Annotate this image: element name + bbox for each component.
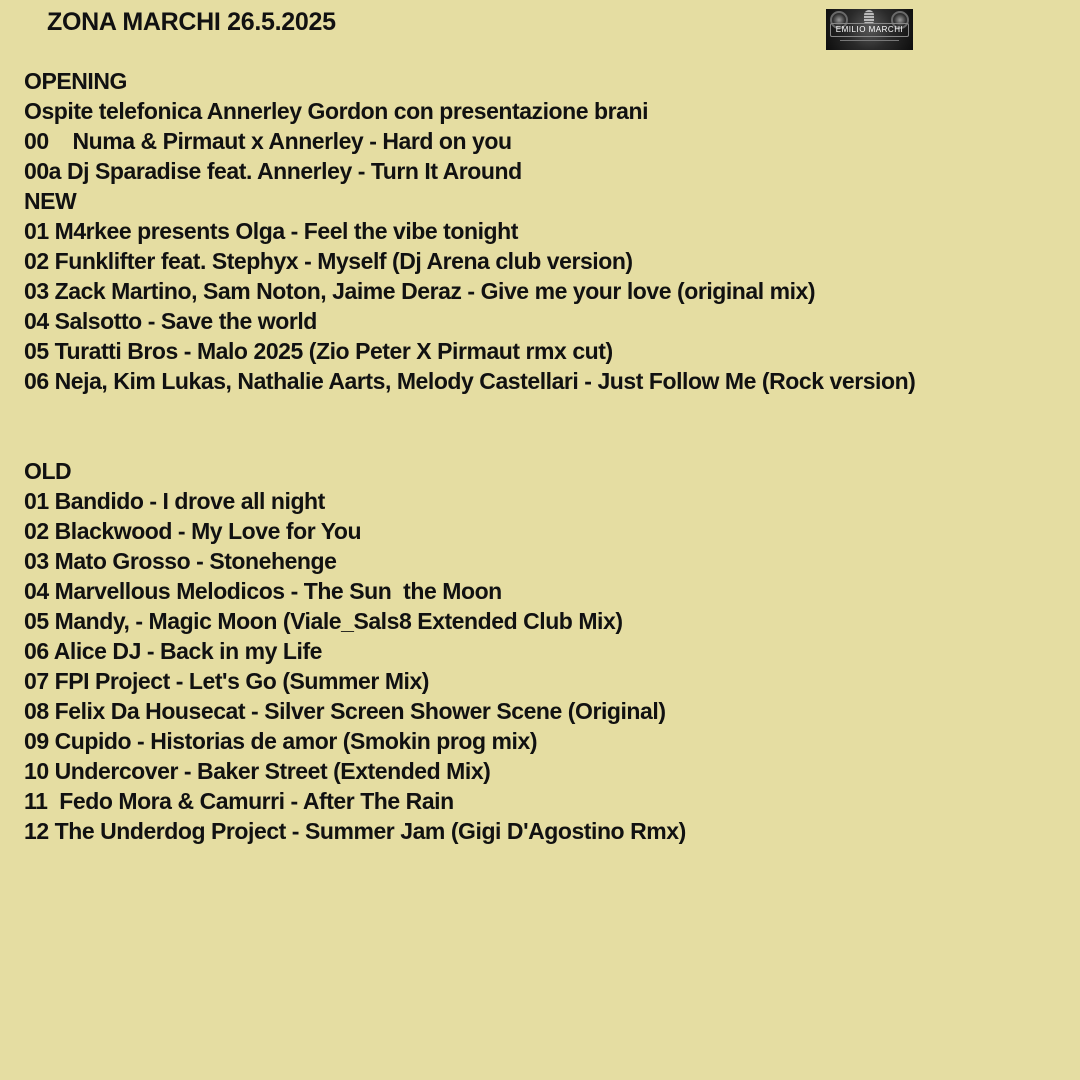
track-item: 02 Funklifter feat. Stephyx - Myself (Dj Arena club version) [24, 248, 633, 274]
track-item: 00a Dj Sparadise feat. Annerley - Turn It Around [24, 158, 522, 184]
track-item: 06 Neja, Kim Lukas, Nathalie Aarts, Melody Castellari - Just Follow Me (Rock version) [24, 368, 916, 394]
track-item: 05 Turatti Bros - Malo 2025 (Zio Peter X Pirmaut rmx cut) [24, 338, 613, 364]
track-item: 08 Felix Da Housecat - Silver Screen Shower Scene (Original) [24, 698, 666, 724]
emilio-marchi-logo [826, 9, 913, 50]
track-item: 03 Zack Martino, Sam Noton, Jaime Deraz - Give me your love (original mix) [24, 278, 816, 304]
track-item: 02 Blackwood - My Love for You [24, 518, 362, 544]
track-item: 04 Marvellous Melodicos - The Sun the Moon [24, 578, 502, 604]
track-item: 12 The Underdog Project - Summer Jam (Gigi D'Agostino Rmx) [24, 818, 686, 844]
track-item: 00 Numa & Pirmaut x Annerley - Hard on you [24, 128, 512, 154]
microphone-icon [864, 10, 874, 24]
section-heading-new: NEW [24, 188, 77, 214]
logo-text: EMILIO MARCHI [835, 25, 904, 34]
track-item: 01 Bandido - I drove all night [24, 488, 325, 514]
track-item: 10 Undercover - Baker Street (Extended Mix) [24, 758, 491, 784]
track-item: 04 Salsotto - Save the world [24, 308, 317, 334]
track-item: 07 FPI Project - Let's Go (Summer Mix) [24, 668, 430, 694]
playlist [24, 66, 1064, 846]
section-heading-opening: OPENING [24, 68, 127, 94]
section-spacer [24, 396, 1064, 456]
track-item: 01 M4rkee presents Olga - Feel the vibe tonight [24, 218, 518, 244]
logo-divider [840, 40, 899, 41]
page-title: ZONA MARCHI 26.5.2025 [47, 8, 336, 36]
track-item: 06 Alice DJ - Back in my Life [24, 638, 323, 664]
guest-line: Ospite telefonica Annerley Gordon con presentazione brani [24, 98, 649, 124]
track-item: 11 Fedo Mora & Camurri - After The Rain [24, 788, 454, 814]
section-heading-old: OLD [24, 458, 72, 484]
track-item: 09 Cupido - Historias de amor (Smokin prog mix) [24, 728, 538, 754]
track-item: 05 Mandy, - Magic Moon (Viale_Sals8 Extended Club Mix) [24, 608, 623, 634]
track-item: 03 Mato Grosso - Stonehenge [24, 548, 337, 574]
